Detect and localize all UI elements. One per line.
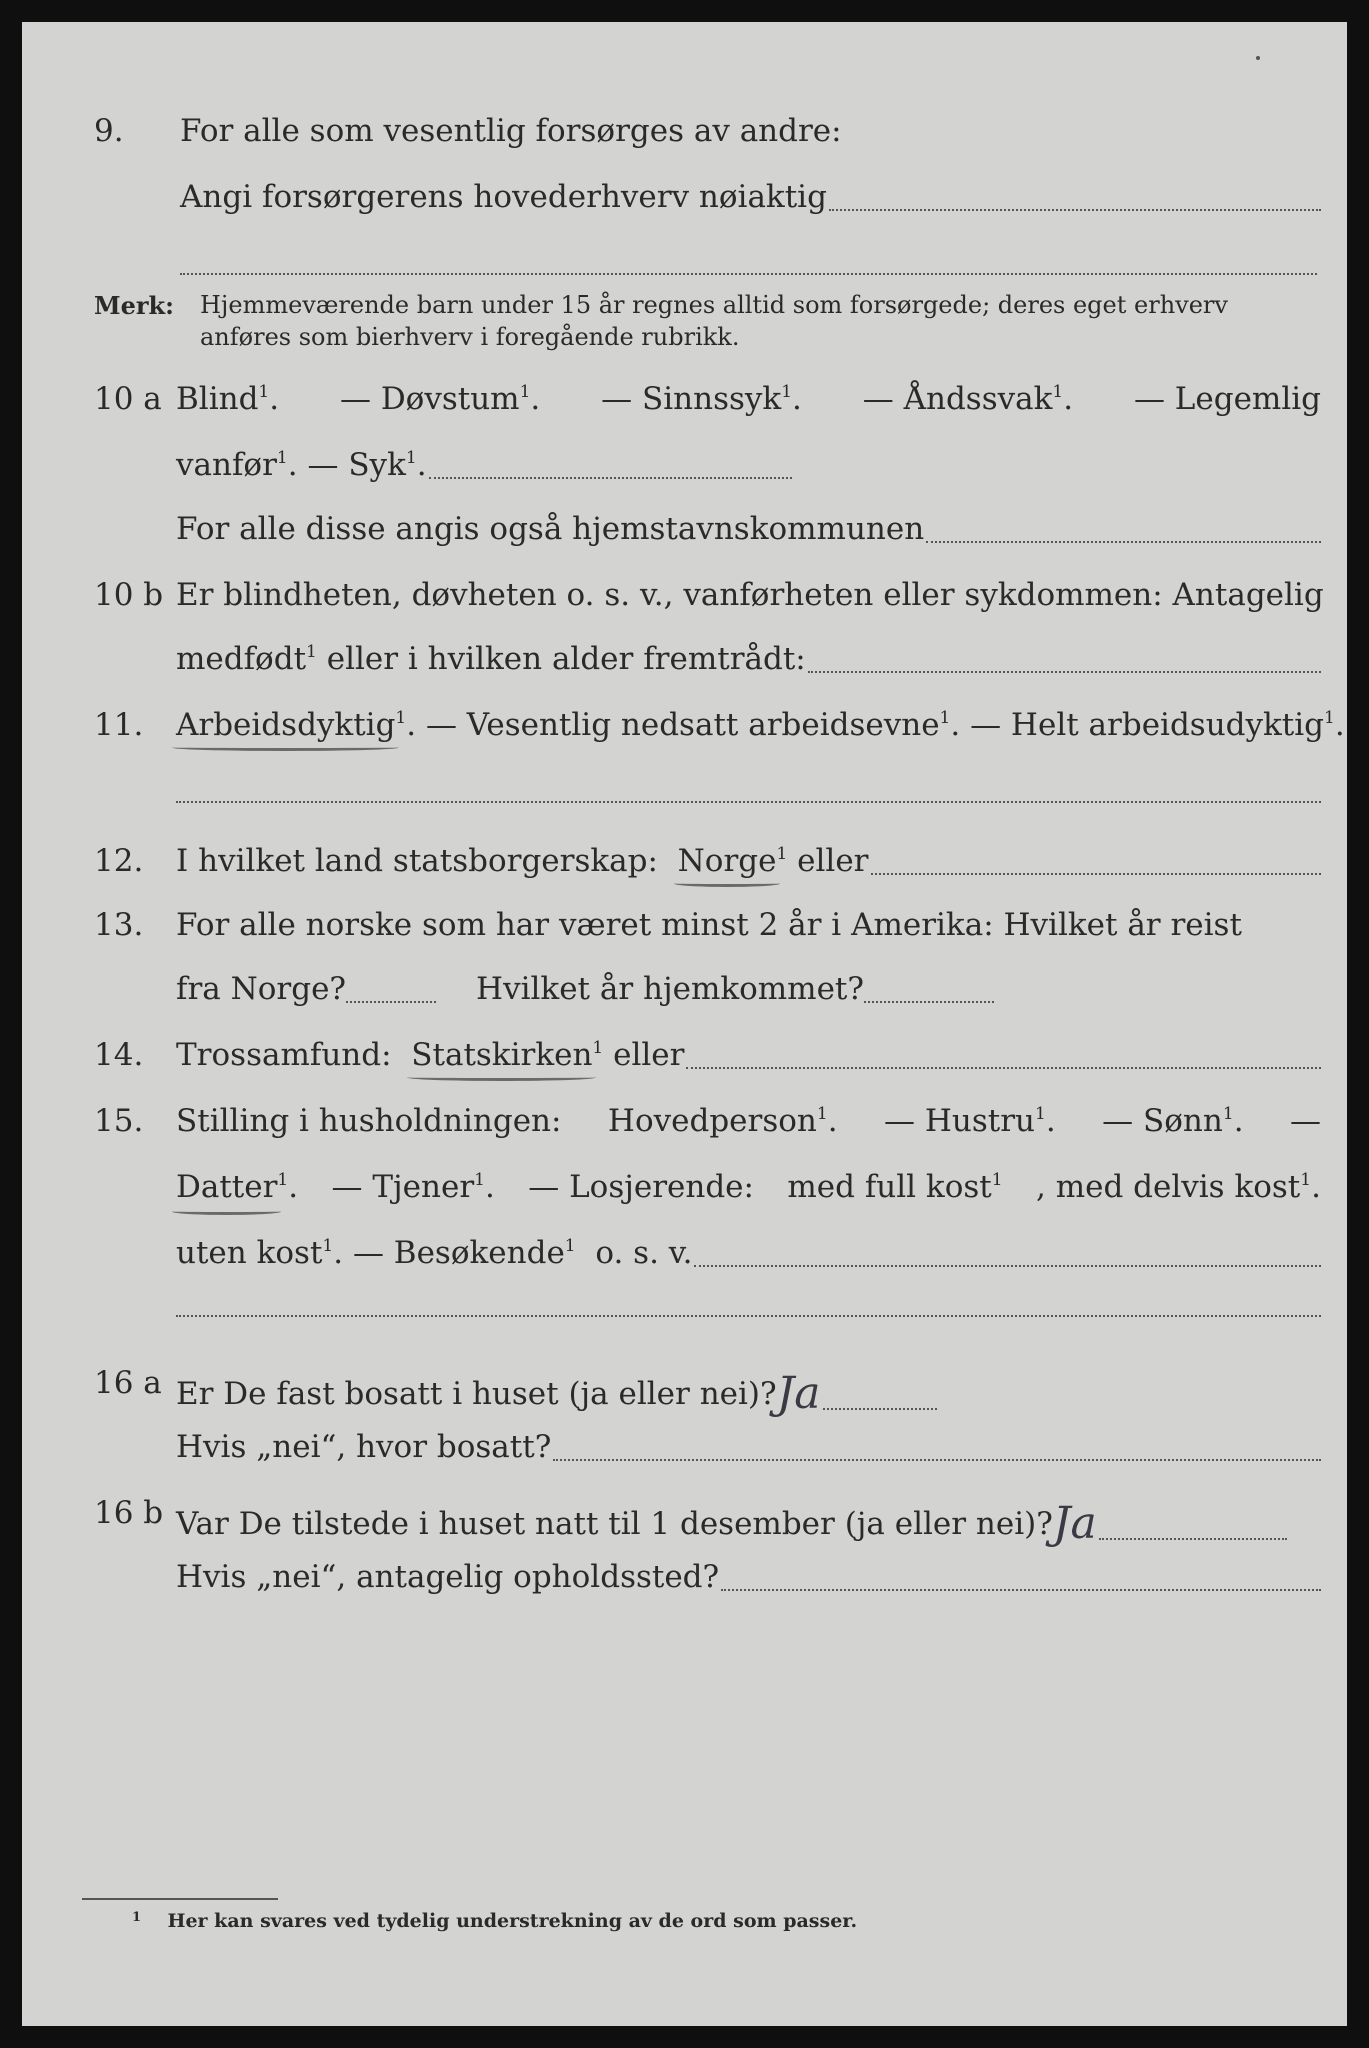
option-full-kost[interactable]: med full kost — [787, 1169, 992, 1205]
footnote-rule — [82, 1898, 278, 1900]
option-delvis-kost[interactable]: , med delvis kost — [1036, 1169, 1301, 1205]
question-number: 10 b — [94, 577, 164, 613]
question-text: o. s. v. — [595, 1235, 693, 1271]
question-text: Var De tilstede i huset natt til 1 desember (ja eller nei)? — [176, 1506, 1053, 1542]
answer-field[interactable] — [553, 1458, 1321, 1461]
question-text: For alle norske som har været minst 2 år i Amerika: Hvilket år reist — [176, 907, 1242, 943]
option-medfodt[interactable]: medfødt — [176, 641, 307, 677]
option-besokende[interactable]: — Besøkende — [352, 1235, 565, 1271]
option-tjener[interactable]: — Tjener — [331, 1169, 475, 1205]
option-losjerende: — Losjerende: — [528, 1169, 754, 1205]
option-legemlig[interactable]: — Legemlig — [1133, 381, 1321, 417]
answer-field-reist[interactable] — [346, 1000, 436, 1003]
answer-field-hjemkommet[interactable] — [864, 1000, 994, 1003]
option-syk[interactable]: — Syk — [307, 447, 406, 483]
question-number: 13. — [94, 907, 144, 943]
question-text: For alle disse angis også hjemstavnskommunen — [176, 511, 925, 547]
option-nedsatt-arbeidsevne[interactable]: . — Vesentlig nedsatt arbeidsevne — [406, 707, 940, 743]
option-uten-kost[interactable]: uten kost — [176, 1235, 323, 1271]
question-text: Er De fast bosatt i huset (ja eller nei)? — [176, 1376, 777, 1412]
question-text: Er blindheten, døvheten o. s. v., vanførheten eller sykdommen: Antagelig — [176, 577, 1324, 613]
answer-field[interactable] — [871, 872, 1322, 875]
option-norge[interactable]: Norge — [677, 843, 777, 879]
note-text: anføres som bierhverv i foregående rubrikk. — [200, 323, 740, 351]
answer-field[interactable] — [180, 272, 1317, 275]
answer-field[interactable] — [1099, 1537, 1287, 1540]
option-andssvak[interactable]: — Åndssvak — [862, 381, 1053, 417]
census-form-page: 9. For alle som vesentlig forsørges av andre: Angi forsørgerens hovederhverv nøiaktig Merk: Hjemmeværende barn under 15 år regnes alltid som forsørgede; deres eget erhverv anføres som bierhverv i foregående rubrikk. 10 a Blind$^1$. — Døvstum$^1$. — Sinnssyk$^1$. — Åndssvak$^1$. — Legemlig vanfør 1 . — Syk 1 . For alle disse angis også hjemstavnskommunen 10 b Er blindheten, døvheten o. s. v., vanførheten eller sykdommen: Antagelig medfødt 1 eller i hvilken alder fremtrådt: 11. Arbeidsdyktig 1 . — Vesentlig nedsatt arbeidsevne 1 . — Helt arbeidsudyktig 1 . 12. I hvilket land statsborgerskap: Norge 1 eller 13. For alle norske som har været minst 2 år i Amerika: Hvilket år reist fra Norge? Hvilket år hjemkommet? 14. Trossamfund: Statskirken 1 eller 15. Stilling i husholdningen: Hovedperson$^1$. — Hustru$^1$. — Sønn$^1$. — Datter$^1$. — Tjener$^1$. — Losjerende: med full kost$^1$ , med delvis kost$^1$. uten kost 1 . — Besøkende 1 o. s. v. 16 a Er De fast bosatt i huset (ja eller nei)? Ja Hvis „nei“, hvor bosatt? 16 b Var De tilstede i huset natt til 1 desember (ja eller nei)? Ja Hvis „nei“, antagelig opholdssted? $^1$ Her kan svares ved tydelig understrekning av de ord som passer. — [22, 22, 1347, 2026]
footnote: $^1$ Her kan svares ved tydelig understrekning av de ord som passer. — [132, 1910, 858, 1932]
option-hustru[interactable]: — Hustru — [884, 1103, 1036, 1139]
question-number: 16 b — [94, 1495, 164, 1531]
option-datter[interactable]: Datter — [176, 1169, 278, 1205]
option-sinnssyk[interactable]: — Sinnssyk — [601, 381, 782, 417]
question-number: 11. — [94, 707, 144, 743]
answer-field[interactable] — [721, 1588, 1321, 1591]
option-arbeidsudyktig[interactable]: . — Helt arbeidsudyktig — [950, 707, 1325, 743]
question-text: eller i hvilken alder fremtrådt: — [326, 641, 806, 677]
question-text: Hvilket år hjemkommet? — [476, 971, 865, 1007]
answer-field[interactable] — [686, 1066, 1321, 1069]
answer-field[interactable] — [829, 208, 1321, 211]
answer-field[interactable] — [176, 800, 1321, 803]
question-text: Stilling i husholdningen: — [176, 1103, 562, 1139]
question-text: Hvis „nei“, hvor bosatt? — [176, 1429, 552, 1465]
option-eller: eller — [797, 843, 869, 879]
paper-speck — [1256, 56, 1260, 60]
option-dovstum[interactable]: — Døvstum — [339, 381, 520, 417]
option-arbeidsdyktig[interactable]: Arbeidsdyktig — [176, 707, 396, 743]
option-eller: eller — [613, 1037, 685, 1073]
question-text: Angi forsørgerens hovederhverv nøiaktig — [180, 179, 827, 215]
option-hovedperson[interactable]: Hovedperson — [607, 1103, 817, 1139]
question-number: 12. — [94, 843, 144, 879]
option-blind[interactable]: Blind — [176, 381, 259, 417]
answer-field[interactable] — [694, 1264, 1321, 1267]
question-number: 9. — [94, 113, 124, 149]
question-number: 10 a — [94, 381, 162, 417]
question-text: I hvilket land statsborgerskap: — [176, 843, 658, 879]
question-number: 14. — [94, 1037, 144, 1073]
handwritten-answer: Ja — [776, 1368, 821, 1419]
question-text: fra Norge? — [176, 971, 347, 1007]
question-number: 16 a — [94, 1365, 162, 1401]
answer-field[interactable] — [429, 476, 792, 479]
handwritten-answer: Ja — [1052, 1498, 1097, 1549]
question-text: Trossamfund: — [176, 1037, 392, 1073]
question-text: For alle som vesentlig forsørges av andre: — [180, 113, 842, 149]
answer-field[interactable] — [926, 540, 1321, 543]
option-statskirken[interactable]: Statskirken — [411, 1037, 593, 1073]
option-vanfor[interactable]: vanfør — [176, 447, 277, 483]
footnote-text: Her kan svares ved tydelig understrekning av de ord som passer. — [167, 1910, 858, 1932]
answer-field[interactable] — [823, 1407, 937, 1410]
answer-field[interactable] — [808, 670, 1321, 673]
answer-field[interactable] — [176, 1314, 1321, 1317]
question-text: Hvis „nei“, antagelig opholdssted? — [176, 1559, 720, 1595]
question-number: 15. — [94, 1103, 144, 1139]
note-label: Merk: — [94, 291, 174, 320]
note-text: Hjemmeværende barn under 15 år regnes alltid som forsørgede; deres eget erhverv — [200, 291, 1228, 319]
option-sonn[interactable]: — Sønn — [1102, 1103, 1223, 1139]
